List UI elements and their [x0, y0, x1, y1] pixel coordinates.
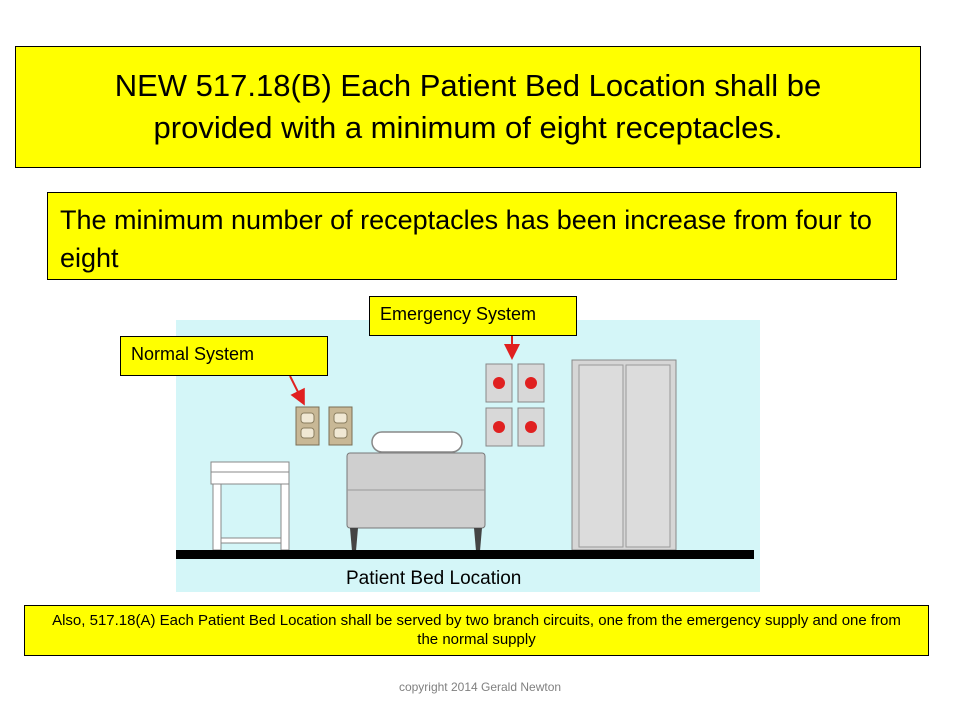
- normal-system-label: [120, 336, 328, 376]
- diagram-caption: Patient Bed Location: [346, 568, 522, 589]
- normal-receptacle: [329, 407, 352, 445]
- branch-circuit-note-text: Also, 517.18(A) Each Patient Bed Location shall be served by two branch circuits, one from the emergency supply and one from the normal supply: [52, 612, 901, 648]
- slide-subtitle-text: The minimum number of receptacles has been increase from four to eight: [60, 205, 872, 273]
- branch-circuit-note: [24, 605, 929, 656]
- bedside-table: [211, 462, 289, 550]
- emergency-receptacles: [486, 364, 544, 446]
- emergency-system-label-text: Emergency System: [380, 304, 537, 324]
- wardrobe: [572, 360, 676, 550]
- emergency-receptacle: [486, 364, 512, 402]
- patient-bed: [347, 432, 485, 551]
- floor-line: [176, 550, 754, 559]
- slide-title-text: NEW 517.18(B) Each Patient Bed Location shall be provided with a minimum of eight receptacles.: [114, 68, 822, 145]
- emergency-system-label: [369, 296, 577, 336]
- normal-system-label-text: Normal System: [131, 344, 255, 364]
- emergency-receptacle: [518, 408, 544, 446]
- emergency-receptacle: [486, 408, 512, 446]
- normal-arrow: [290, 376, 303, 402]
- copyright-notice: copyright 2014 Gerald Newton: [398, 680, 562, 694]
- normal-receptacle: [296, 407, 319, 445]
- normal-receptacles: [296, 407, 352, 445]
- emergency-receptacle: [518, 364, 544, 402]
